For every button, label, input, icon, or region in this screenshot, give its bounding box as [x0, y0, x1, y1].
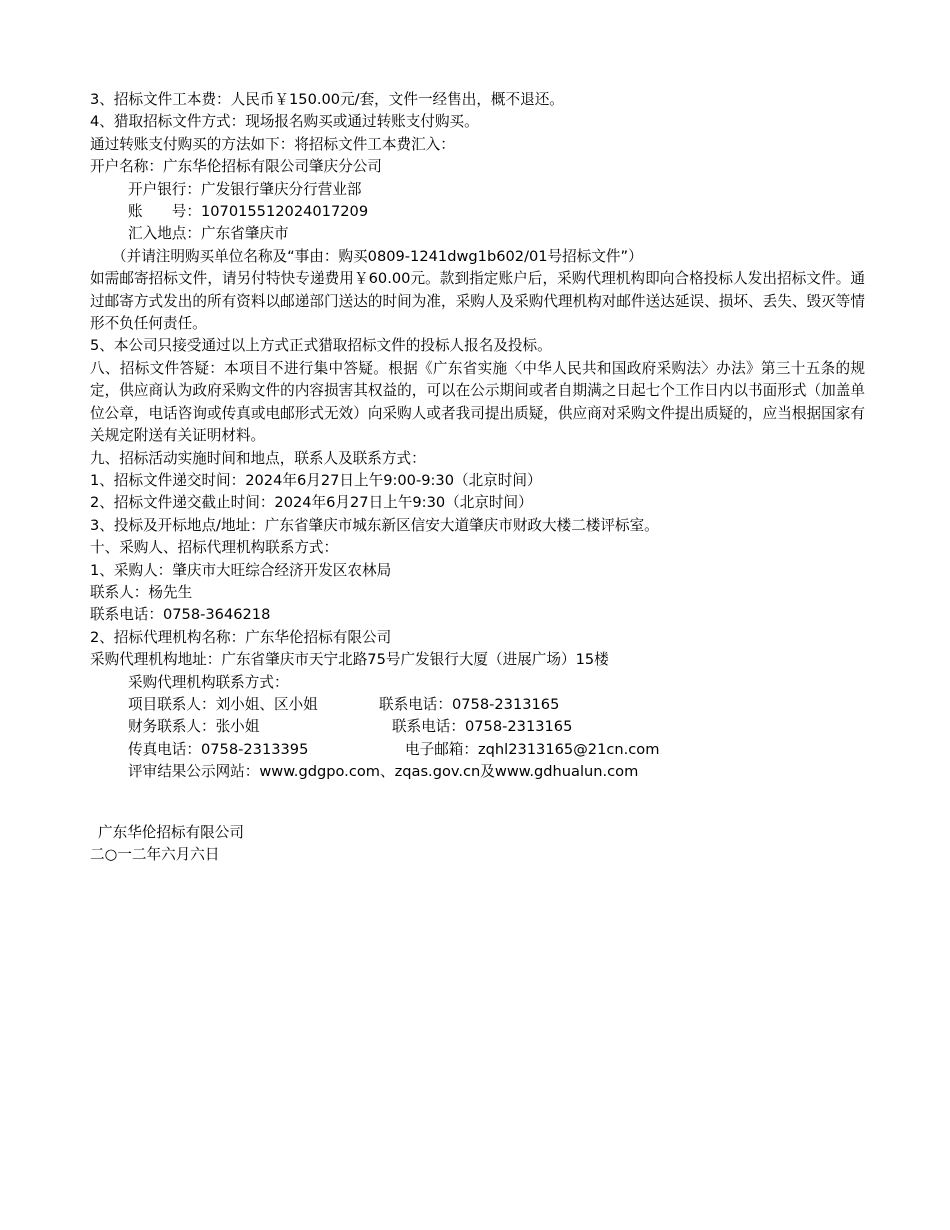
remit-note-line: （并请注明购买单位名称及“事由：购买0809-1241dwg1b602/01号招标文件”） [112, 247, 643, 265]
doc-fee-line: 3、招标文件工本费：人民币￥150.00元/套，文件一经售出，概不退还。 [90, 91, 564, 108]
signature-spacer [90, 784, 865, 822]
finance-contact-phone: 联系电话：0758-2313165 [392, 718, 573, 736]
project-contact-phone: 联系电话：0758-2313165 [379, 695, 560, 713]
section-ten-heading: 十、采购人、招标代理机构联系方式： [90, 539, 339, 557]
project-contact-person: 项目联系人：刘小姐、区小姐 [128, 695, 318, 713]
remit-location-line: 汇入地点：广东省肇庆市 [128, 225, 289, 243]
email-address: 电子邮箱：zqhl2313165@21cn.com [405, 740, 660, 758]
account-number-line: 账 号：107015512024017209 [128, 203, 369, 221]
transfer-intro-line: 通过转账支付购买的方法如下：将招标文件工本费汇入： [90, 135, 455, 153]
agency-address-line: 采购代理机构地址：广东省肇庆市天宁北路75号广发银行大厦（进展广场）15楼 [90, 651, 609, 669]
deadline-line: 2、招标文件递交截止时间：2024年6月27日上午9:30（北京时间） [90, 494, 533, 512]
section-nine-heading: 九、招标活动实施时间和地点，联系人及联系方式： [90, 449, 426, 467]
agency-contact-heading: 采购代理机构联系方式： [128, 673, 289, 691]
obtain-method-line: 4、猎取招标文件方式：现场报名购买或通过转账支付购买。 [90, 113, 479, 131]
mailing-paragraph: 如需邮寄招标文件，请另付特快专递费用￥60.00元。款到指定账户后，采购代理机构即向合格投标人发出招标文件。通过邮寄方式发出的所有资料以邮递部门送达的时间为准，采购人及采购代理机构对邮件送达延误、损坏、丢失、毁灭等情形不负任何责任。 [90, 270, 865, 333]
venue-line: 3、投标及开标地点/地址：广东省肇庆市城东新区信安大道肇庆市财政大楼二楼评标室。 [90, 516, 659, 534]
finance-contact-person: 财务联系人：张小姐 [128, 718, 260, 736]
account-name-line: 开户名称：广东华伦招标有限公司肇庆分公司 [90, 158, 382, 176]
project-contact-row [90, 694, 865, 716]
results-website-line: 评审结果公示网站：www.gdgpo.com、zqas.gov.cn及www.gdhualun.com [128, 763, 639, 781]
signature-company: 广东华伦招标有限公司 [98, 823, 244, 841]
signature-date: 二○一二年六月六日 [90, 846, 220, 863]
fax-email-row [90, 739, 865, 761]
submission-time-line: 1、招标文件递交时间：2024年6月27日上午9:00-9:30（北京时间） [90, 471, 542, 489]
purchaser-contact-line: 联系人：杨先生 [90, 583, 193, 601]
document-body [90, 89, 865, 866]
qa-paragraph: 八、招标文件答疑：本项目不进行集中答疑。根据《广东省实施〈中华人民共和国政府采购法〉办法》第三十五条的规定，供应商认为政府采购文件的内容损害其权益的，可以在公示期间或者自期满之日起七个工作日内以书面形式（加盖单位公章，电话咨询或传真或电邮形式无效）向采购人或者我司提出质疑，供应商对采购文件提出质疑的，应当根据国家有关规定附送有关证明材料。 [90, 359, 865, 445]
purchaser-phone-line: 联系电话：0758-3646218 [90, 606, 271, 624]
finance-contact-row [90, 716, 865, 738]
acceptance-line: 5、本公司只接受通过以上方式正式猎取招标文件的投标人报名及投标。 [90, 337, 552, 355]
purchaser-line: 1、采购人：肇庆市大旺综合经济开发区农林局 [90, 561, 392, 579]
fax-number: 传真电话：0758-2313395 [128, 740, 309, 758]
bank-line: 开户银行：广发银行肇庆分行营业部 [128, 180, 362, 198]
agency-name-line: 2、招标代理机构名称：广东华伦招标有限公司 [90, 628, 392, 646]
